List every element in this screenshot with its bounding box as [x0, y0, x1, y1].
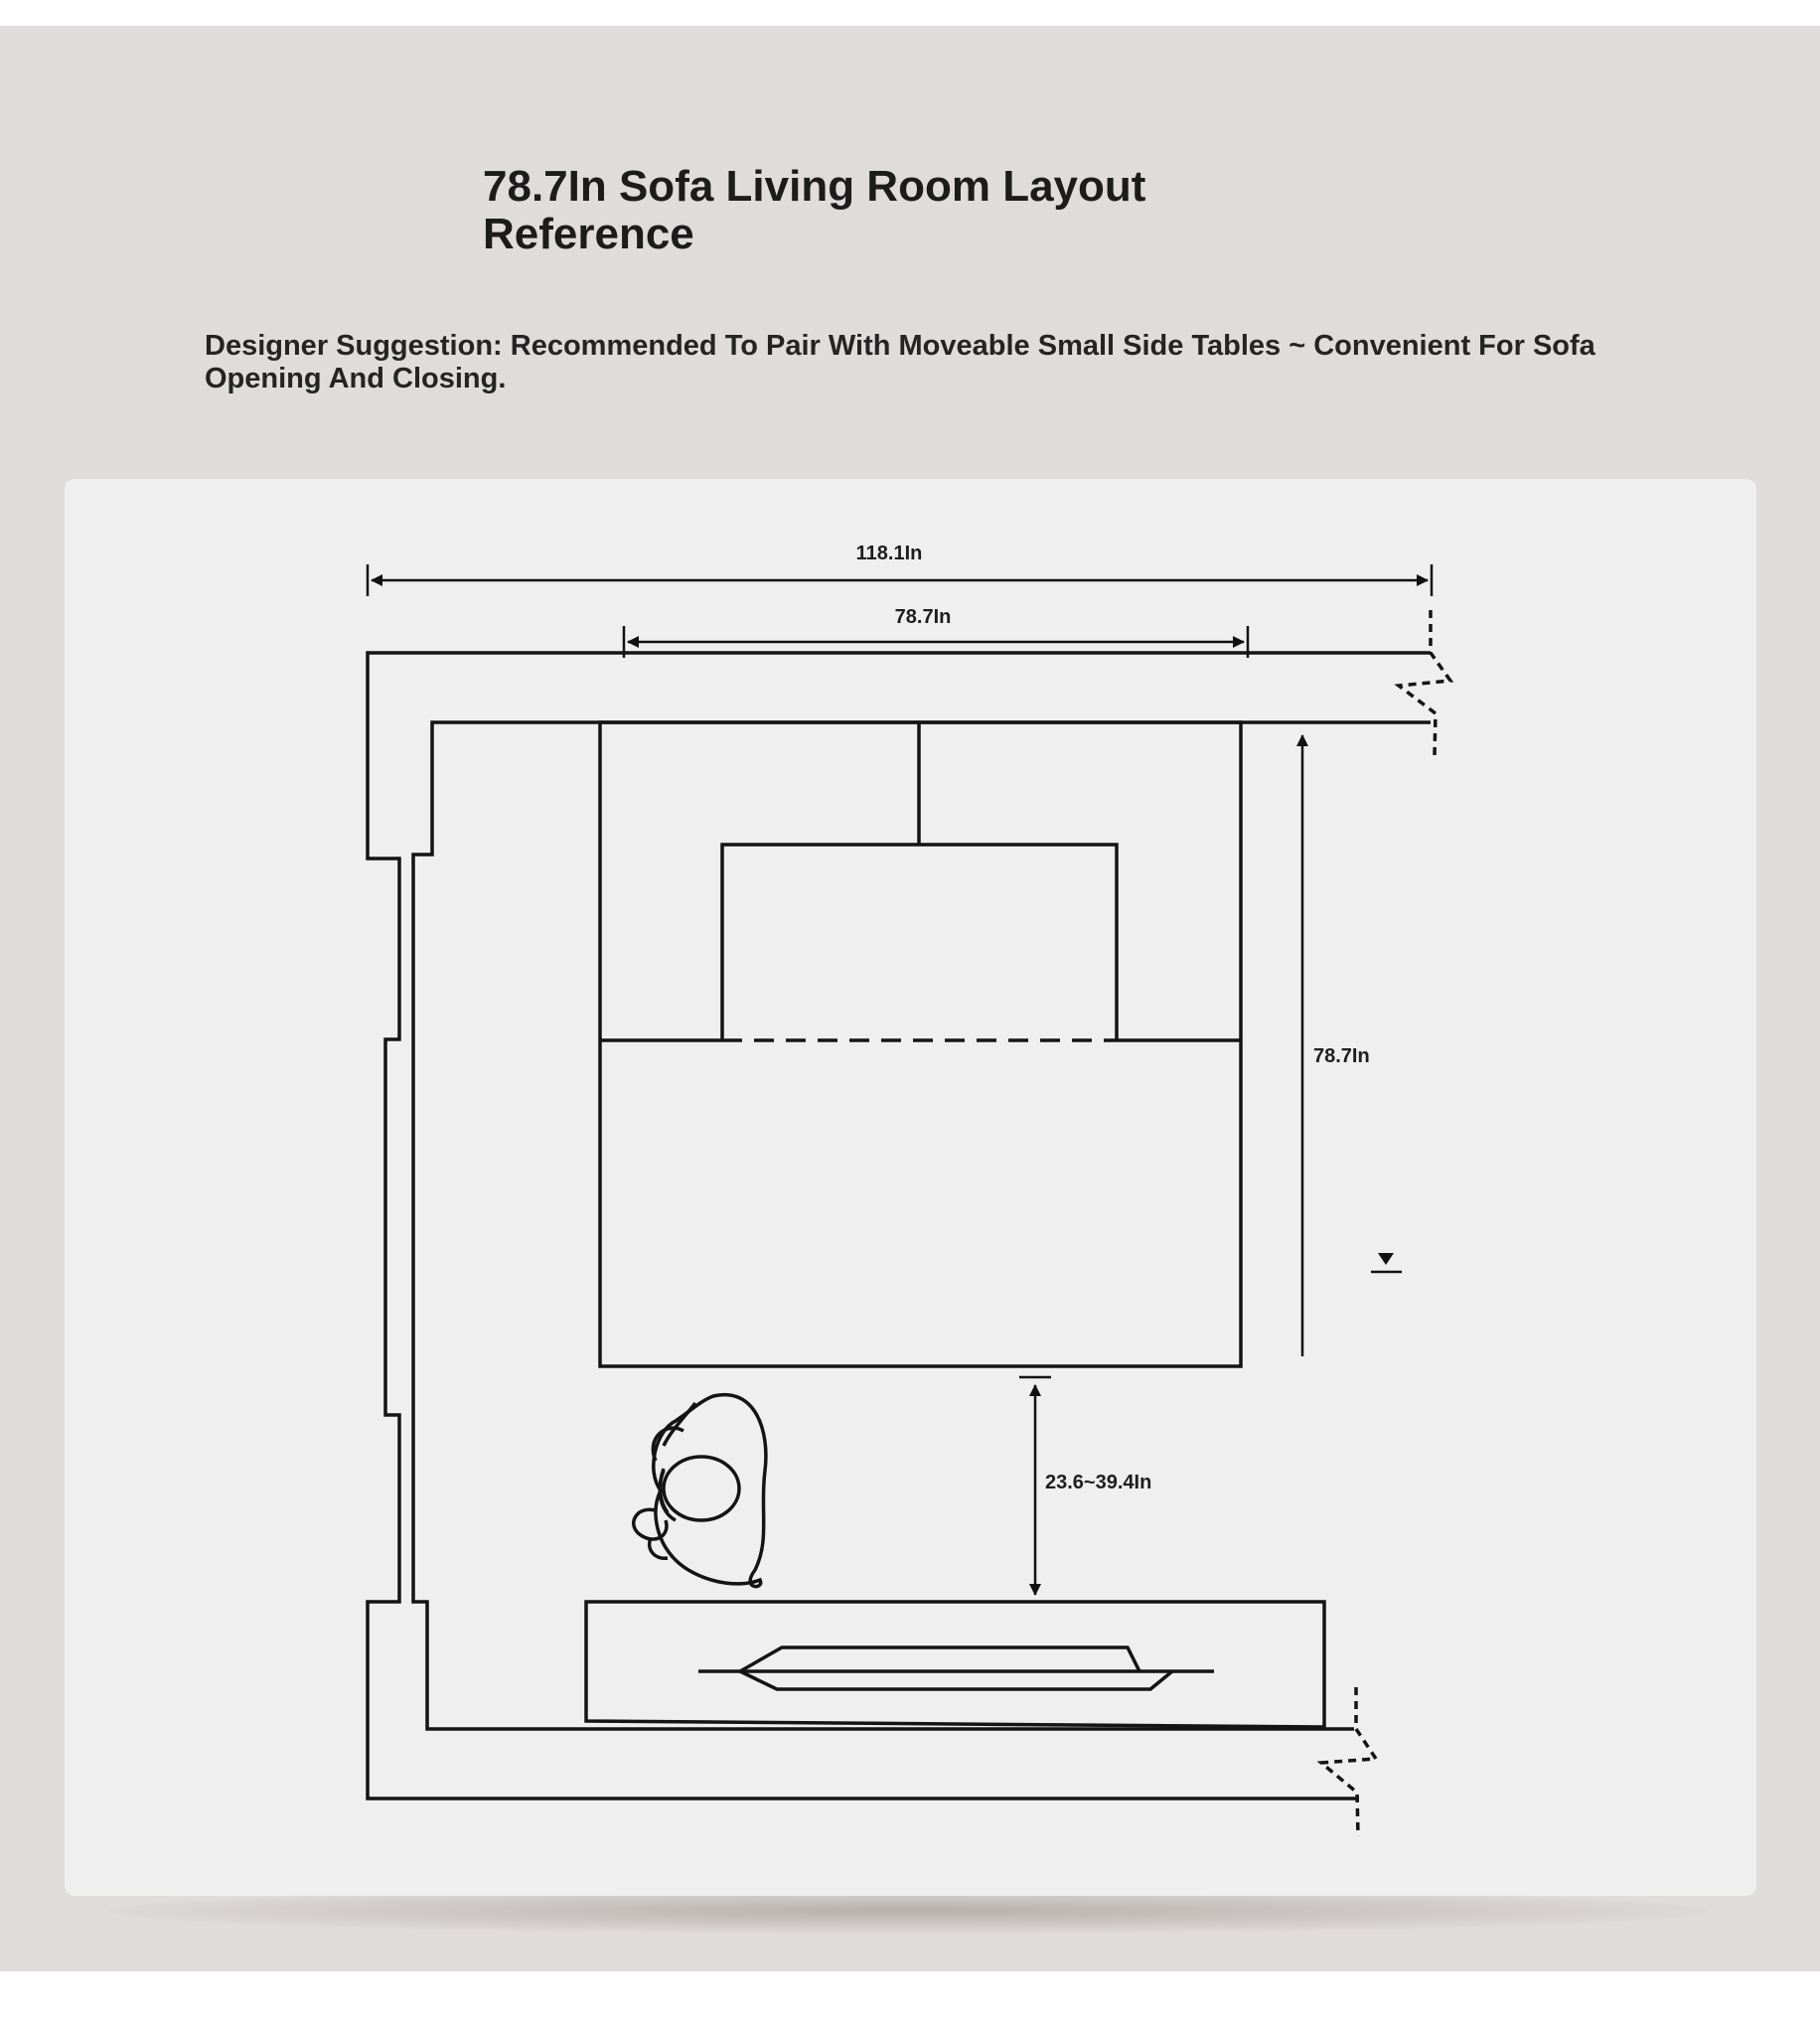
bottom-wall-break-marker [1321, 1687, 1376, 1836]
page-title: 78.7In Sofa Living Room Layout Reference [483, 162, 1146, 258]
designer-suggestion: Designer Suggestion: Recommended To Pair With Moveable Small Side Tables ~ Convenient For Sofa Opening And Closing. [205, 330, 1595, 394]
room-width-label: 118.1In [855, 543, 923, 564]
tv-cabinet [586, 1602, 1324, 1727]
sofa-width-label: 78.7In [894, 606, 952, 628]
inner-wall [413, 722, 1431, 1729]
walkway-label: 23.6~39.4In [1045, 1472, 1152, 1493]
top-wall-break-marker [1399, 610, 1450, 755]
sofa-depth-label: 78.7In [1313, 1045, 1370, 1067]
room-width-dimension [368, 564, 1432, 596]
outer-wall [368, 653, 1431, 1799]
sofa [600, 722, 1241, 1366]
person-figure [634, 1395, 766, 1587]
level-marker-icon [1371, 1253, 1402, 1272]
